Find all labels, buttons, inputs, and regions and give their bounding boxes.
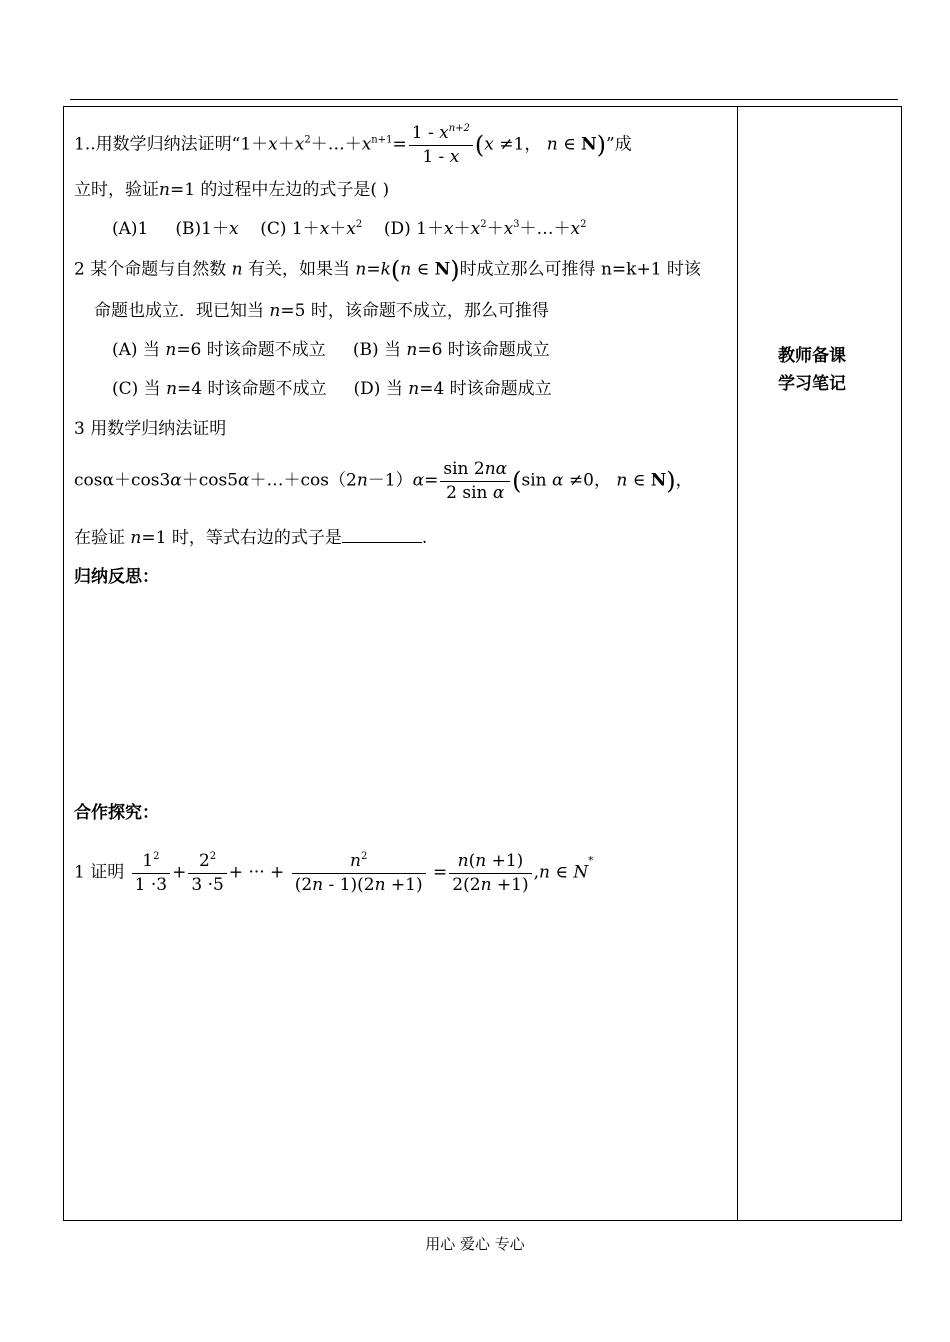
problem-2-options-cd xyxy=(112,381,552,398)
problem-1-line-2: 立时，验证n=1 的过程中左边的式子是( ) xyxy=(74,180,390,200)
problem-3-formula: cosα＋cos3α＋cos5α＋…＋cos（2n－1）α= $\frac{\sin 2n\alpha}{\text{2 sin α}}$ (sin α ≠0， n ∈ N)， xyxy=(74,459,693,503)
coop-question-1: 1 证明 $\frac{1^2}{1 \cdot 3}$ + $\frac{2^2}{3 \cdot 5}$ + ··· + $\frac{n^2}{(2n - 1)(2n +1)}$ = $\frac{n(n +1)}{2(2n +1)}$ ,n ∈ N* xyxy=(74,851,594,895)
side-note-line-2: 学习笔记 xyxy=(778,374,846,394)
option-d: (D) $1+x+x^2+x^3+\dots+x^2$ xyxy=(383,219,587,239)
page-footer: 用心 爱心 专心 xyxy=(425,1235,525,1253)
option-c: (C) $1+x+x^2$ xyxy=(260,219,363,239)
fraction-p3: $\frac{\sin 2n\alpha}{\text{2 sin α}}$ xyxy=(440,460,510,502)
answer-blank[interactable] xyxy=(342,528,422,543)
side-note xyxy=(778,342,846,398)
problem-2-options-ab xyxy=(112,342,550,359)
fraction-term-n: $\frac{n^2}{(2n - 1)(2n +1)}$ xyxy=(292,852,426,894)
fraction-term-1: $\frac{1^2}{1 \cdot 3}$ xyxy=(132,852,170,894)
fraction-rhs: $\frac{n(n +1)}{2(2n +1)}$ xyxy=(449,852,531,894)
column-divider xyxy=(737,106,738,1221)
header-rule xyxy=(70,99,898,100)
problem-1-options xyxy=(112,221,587,238)
section-cooperation: 合作探究： xyxy=(74,803,159,823)
option-a: (A) 当 n=6 时该命题不成立 xyxy=(112,340,326,360)
option-c: (C) 当 n=4 时该命题不成立 xyxy=(112,379,327,399)
problem-1-line-1: 1..用数学归纳法证明“$1+x+x^2+\dots+x^{n+1}=$ $\frac{1 - x^{n+2}}{1 - x}$ (x ≠1， n ∈ N)”成 xyxy=(74,123,632,167)
problem-2-line-1: 2 某个命题与自然数 n 有关，如果当 n=k(n ∈ N)时成立那么可推得 n=k+1 时该 xyxy=(74,256,701,284)
problem-3-title: 3 用数学归纳法证明 xyxy=(74,419,227,439)
fraction-term-2: $\frac{2^2}{3 \cdot 5}$ xyxy=(188,852,226,894)
option-d: (D) 当 n=4 时该命题成立 xyxy=(353,379,552,399)
option-a: (A)1 xyxy=(112,219,149,239)
option-b: (B)1＋x xyxy=(175,219,239,239)
section-reflection: 归纳反思： xyxy=(74,567,159,587)
side-note-line-1: 教师备课 xyxy=(778,346,846,366)
option-b: (B) 当 n=6 时该命题成立 xyxy=(352,340,550,360)
problem-2-line-2: 命题也成立．现已知当 n=5 时，该命题不成立，那么可推得 xyxy=(94,301,549,321)
fraction-p1: $\frac{1 - x^{n+2}}{1 - x}$ xyxy=(409,124,473,166)
problem-3-verify: 在验证 n=1 时，等式右边的式子是 . xyxy=(74,528,428,548)
